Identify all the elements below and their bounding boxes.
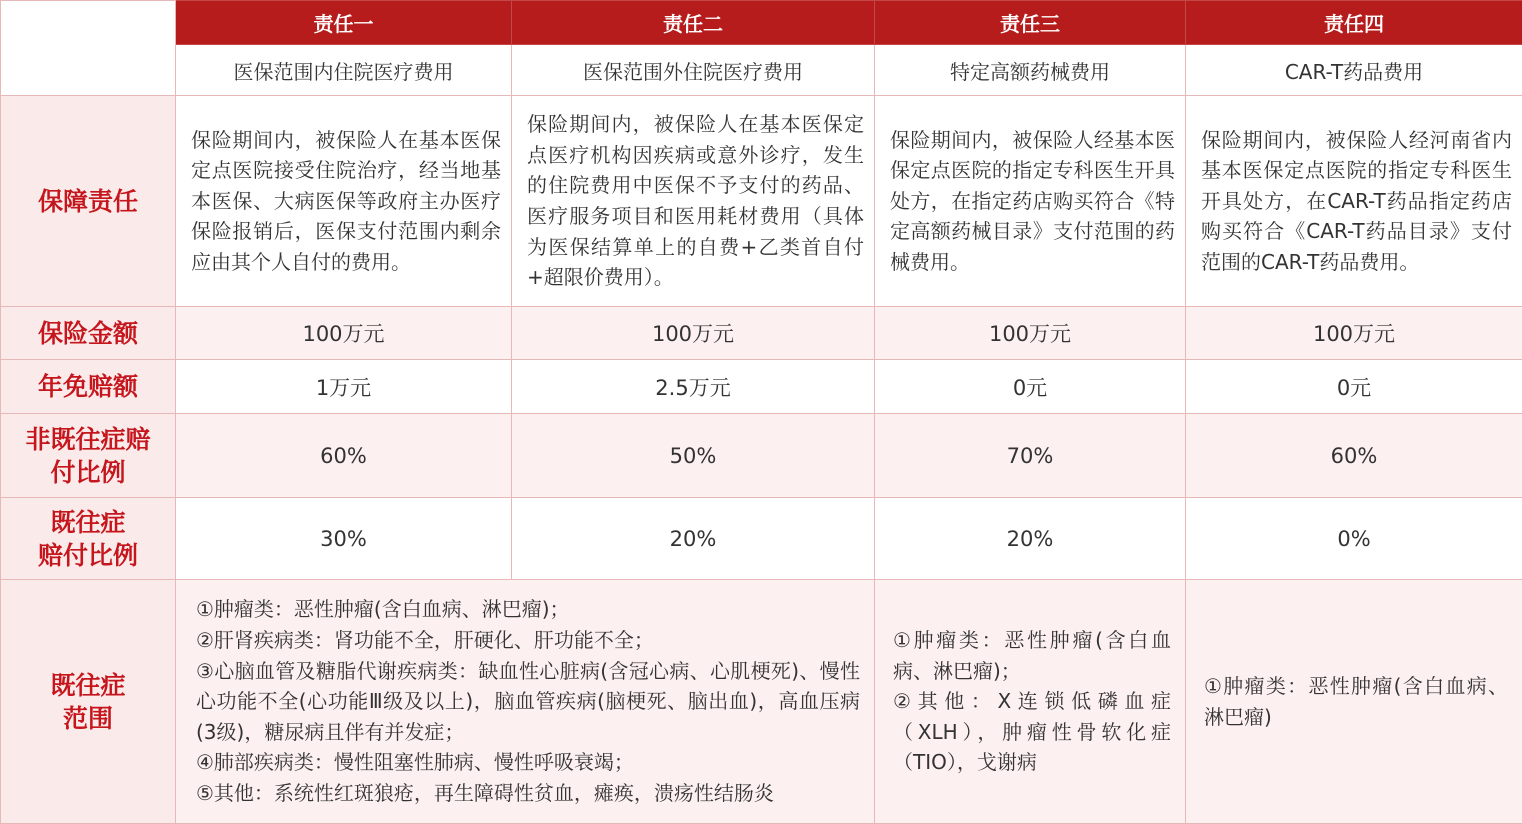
names-row (1, 45, 1522, 96)
row-label-line: 赔付比例 (1, 539, 175, 572)
column-name-3: 特定高额药械费用 (875, 45, 1186, 96)
row-label-amount: 保险金额 (1, 307, 176, 360)
non-preexisting-cell-3: 70% (875, 414, 1186, 498)
coverage-cell-3: 保险期间内，被保险人经基本医保定点医院的指定专科医生开具处方，在指定药店购买符合《特定高额药械目录》支付范围的药械费用。 (875, 96, 1186, 307)
row-label-line: 既往症 (1, 669, 175, 702)
non-preexisting-cell-2: 50% (512, 414, 875, 498)
row-label-line: 付比例 (1, 456, 175, 489)
row-label-scope (1, 580, 176, 824)
scope-item: ⑤其他：系统性红斑狼疮，再生障碍性贫血，瘫痪，溃疡性结肠炎 (196, 778, 860, 809)
scope-cell-4 (1186, 580, 1522, 824)
deductible-cell-3: 0元 (875, 360, 1186, 414)
non-preexisting-cell-4: 60% (1186, 414, 1522, 498)
corner-cell (1, 1, 176, 96)
coverage-row (1, 96, 1522, 307)
preexisting-cell-1: 30% (176, 498, 512, 580)
scope-cell-1-2 (176, 580, 875, 824)
scope-item: ①肿瘤类：恶性肿瘤(含白血病、淋巴瘤)； (196, 594, 860, 625)
row-label-deductible: 年免赔额 (1, 360, 176, 414)
non-preexisting-cell-1: 60% (176, 414, 512, 498)
column-name-1: 医保范围内住院医疗费用 (176, 45, 512, 96)
scope-item: ①肿瘤类：恶性肿瘤(含白血病、淋巴瘤)； (893, 625, 1171, 686)
non-preexisting-row (1, 414, 1522, 498)
deductible-cell-4: 0元 (1186, 360, 1522, 414)
amount-row (1, 307, 1522, 360)
column-title-2: 责任二 (512, 1, 875, 45)
column-name-2: 医保范围外住院医疗费用 (512, 45, 875, 96)
scope-item: ①肿瘤类：恶性肿瘤(含白血病、淋巴瘤) (1204, 671, 1508, 732)
scope-item: ②肝肾疾病类：肾功能不全，肝硬化、肝功能不全； (196, 625, 860, 656)
amount-cell-2: 100万元 (512, 307, 875, 360)
amount-cell-4: 100万元 (1186, 307, 1522, 360)
column-title-1: 责任一 (176, 1, 512, 45)
preexisting-cell-3: 20% (875, 498, 1186, 580)
preexisting-row (1, 498, 1522, 580)
row-label-line: 范围 (1, 702, 175, 735)
amount-cell-3: 100万元 (875, 307, 1186, 360)
amount-cell-1: 100万元 (176, 307, 512, 360)
deductible-row (1, 360, 1522, 414)
coverage-cell-4: 保险期间内，被保险人经河南省内基本医保定点医院的指定专科医生开具处方，在CAR-T药品指定药店购买符合《CAR-T药品目录》支付范围的CAR-T药品费用。 (1186, 96, 1522, 307)
scope-item: ④肺部疾病类：慢性阻塞性肺病、慢性呼吸衰竭； (196, 747, 860, 778)
preexisting-cell-2: 20% (512, 498, 875, 580)
coverage-cell-2: 保险期间内，被保险人在基本医保定点医疗机构因疾病或意外诊疗，发生的住院费用中医保不予支付的药品、医疗服务项目和医用耗材费用（具体为医保结算单上的自费+乙类首自付+超限价费用）。 (512, 96, 875, 307)
row-label-coverage: 保障责任 (1, 96, 176, 307)
column-name-4: CAR-T药品费用 (1186, 45, 1522, 96)
column-title-3: 责任三 (875, 1, 1186, 45)
row-label-line: 既往症 (1, 506, 175, 539)
row-label-line: 非既往症赔 (1, 423, 175, 456)
scope-item: ②其他：X连锁低磷血症（XLH），肿瘤性骨软化症（TIO），戈谢病 (893, 686, 1171, 778)
deductible-cell-1: 1万元 (176, 360, 512, 414)
deductible-cell-2: 2.5万元 (512, 360, 875, 414)
header-row (1, 1, 1522, 45)
preexisting-cell-4: 0% (1186, 498, 1522, 580)
scope-item: ③心脑血管及糖脂代谢疾病类：缺血性心脏病(含冠心病、心肌梗死)、慢性心功能不全(心功能Ⅲ级及以上)，脑血管疾病(脑梗死、脑出血)，高血压病(3级)，糖尿病且伴有并发症； (196, 656, 860, 748)
column-title-4: 责任四 (1186, 1, 1522, 45)
row-label-non-preexisting (1, 414, 176, 498)
scope-cell-3 (875, 580, 1186, 824)
scope-row (1, 580, 1522, 824)
coverage-cell-1: 保险期间内，被保险人在基本医保定点医院接受住院治疗，经当地基本医保、大病医保等政府主办医疗保险报销后，医保支付范围内剩余应由其个人自付的费用。 (176, 96, 512, 307)
row-label-preexisting (1, 498, 176, 580)
